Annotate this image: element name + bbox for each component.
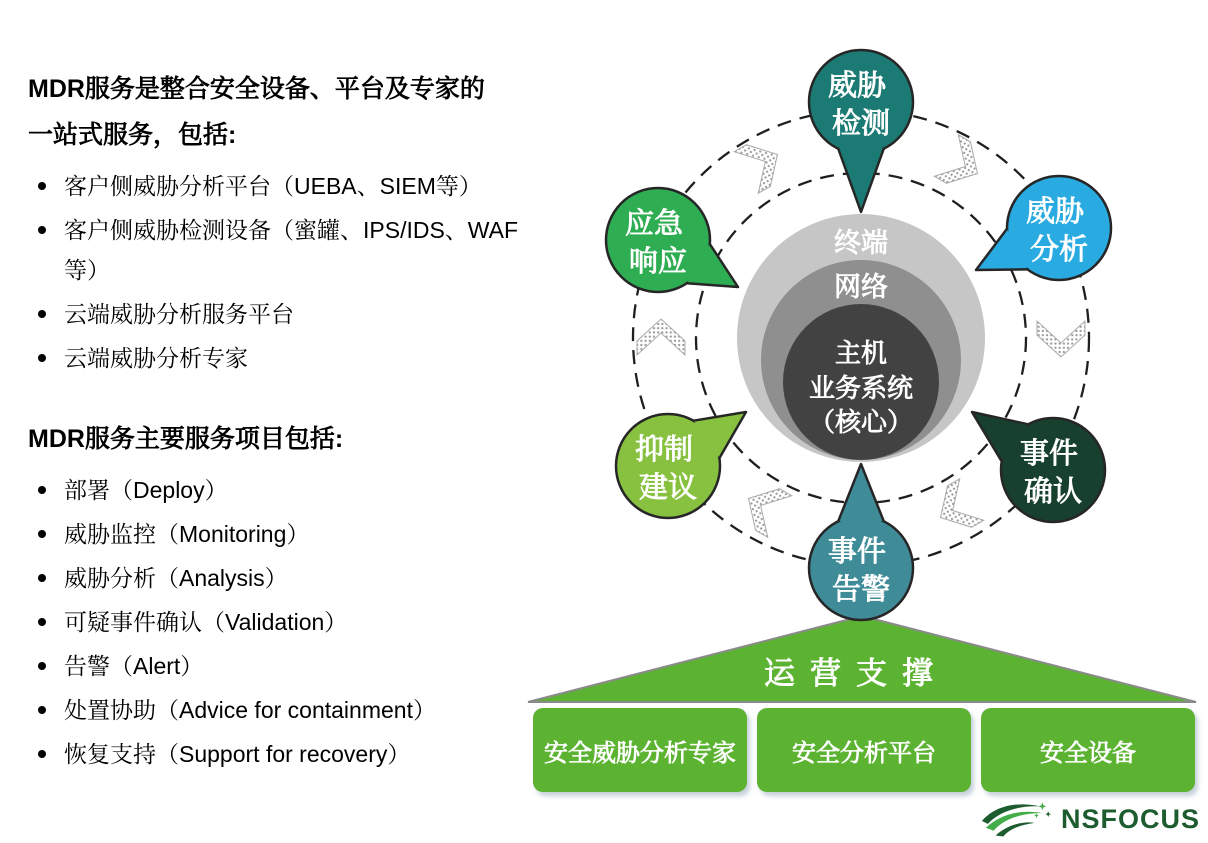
ring-endpoint-label: 终端 xyxy=(834,228,888,258)
list-item-text: 可疑事件确认（Validation） xyxy=(64,609,348,635)
list-item xyxy=(28,166,520,206)
list-item-text: 客户侧威胁检测设备（蜜罐、IPS/IDS、WAF等） xyxy=(64,217,519,283)
chevron-icon-left xyxy=(637,319,685,355)
bubble-tail xyxy=(838,148,884,212)
support-roof-label: 运营支撑 xyxy=(764,656,948,691)
support-box-label: 安全设备 xyxy=(1040,739,1136,767)
bubble-label: 事件 确认 xyxy=(1019,438,1083,508)
projects-list xyxy=(28,470,520,774)
core-label-line3: （核心） xyxy=(808,407,914,437)
list-item xyxy=(28,558,520,598)
bubble-emergency-response xyxy=(606,188,738,292)
list-item xyxy=(28,470,520,510)
chevron-icon-bottom-right xyxy=(929,479,984,539)
bubble-containment-advice xyxy=(616,412,746,518)
bubble-label: 威胁 分析 xyxy=(1025,196,1089,266)
nsfocus-logo-text: NSFOCUS xyxy=(1060,803,1200,834)
bubble-incident-alert xyxy=(809,464,913,620)
chevron-icon-bottom-left xyxy=(737,478,792,538)
list-item xyxy=(28,734,520,774)
support-box-label: 安全威胁分析专家 xyxy=(544,739,736,767)
bubble-label: 事件 告警 xyxy=(827,536,891,606)
left-panel xyxy=(28,66,520,778)
list-item-text: 云端威胁分析专家 xyxy=(64,345,248,371)
projects-title: MDR服务主要服务项目包括: xyxy=(28,425,344,453)
ring-network-label: 网络 xyxy=(834,272,888,302)
list-item-text: 处置协助（Advice for containment） xyxy=(64,697,436,723)
bubble-threat-analysis xyxy=(976,176,1111,280)
intro-list xyxy=(28,166,520,378)
intro-title-line1: MDR服务是整合安全设备、平台及专家的 xyxy=(28,75,485,103)
chevron-icon-right xyxy=(1037,321,1085,357)
support-roof xyxy=(528,616,1196,702)
bubble-label: 抑制 建议 xyxy=(634,434,698,504)
list-item-text: 告警（Alert） xyxy=(64,653,204,679)
list-item xyxy=(28,646,520,686)
list-item xyxy=(28,338,520,378)
support-box-label: 安全分析平台 xyxy=(792,739,936,767)
list-item-text: 威胁监控（Monitoring） xyxy=(64,521,310,547)
bubble-label: 应急 响应 xyxy=(624,208,688,278)
bubble-tail xyxy=(838,464,884,521)
bubble-threat-detection xyxy=(809,50,913,212)
list-item-text: 恢复支持（Support for recovery） xyxy=(64,741,411,767)
list-item xyxy=(28,690,520,730)
core-label-line2: 业务系统 xyxy=(808,373,914,403)
nsfocus-swoosh-icon xyxy=(980,799,1056,839)
bubble-incident-confirmation xyxy=(972,412,1105,522)
nsfocus-logo xyxy=(980,798,1200,840)
support-box-devices xyxy=(981,708,1195,792)
intro-title-line2: 一站式服务，包括: xyxy=(28,121,237,149)
support-box-platform xyxy=(757,708,971,792)
list-item xyxy=(28,514,520,554)
protection-rings xyxy=(737,214,985,462)
intro-title xyxy=(28,66,520,158)
support-box-experts xyxy=(533,708,747,792)
list-item-text: 云端威胁分析服务平台 xyxy=(64,301,294,327)
list-item xyxy=(28,294,520,334)
list-item xyxy=(28,602,520,642)
bubble-label: 威胁 检测 xyxy=(827,70,891,140)
core-label-line1: 主机 xyxy=(834,338,888,368)
list-item-text: 客户侧威胁分析平台（UEBA、SIEM等） xyxy=(64,173,482,199)
list-item-text: 部署（Deploy） xyxy=(64,477,228,503)
list-item-text: 威胁分析（Analysis） xyxy=(64,565,288,591)
list-item xyxy=(28,210,520,290)
